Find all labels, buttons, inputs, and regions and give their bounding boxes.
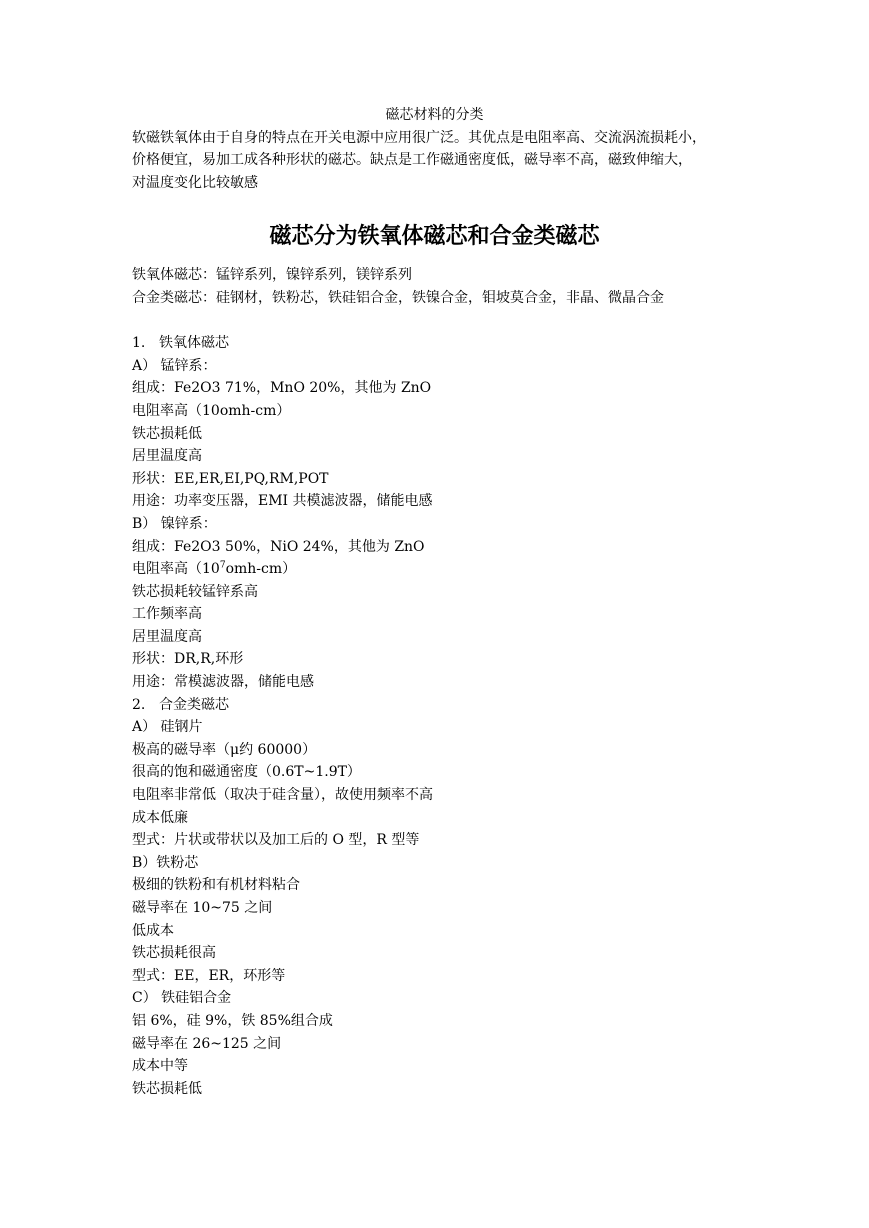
section-2-title: 合金类磁芯 <box>159 696 229 713</box>
silicon-steel-line: 型式：片状或带状以及加工后的 O 型，R 型等 <box>132 832 420 849</box>
nizn-composition: 组成：Fe2O3 50%，NiO 24%，其他为 ZnO <box>132 538 425 555</box>
iron-powder-title: B）铁粉芯 <box>132 854 199 871</box>
nizn-line: 形状：DR,R,环形 <box>132 651 244 668</box>
nizn-line: 居里温度高 <box>132 628 202 645</box>
mnzn-line: 用途：功率变压器，EMI 共模滤波器，储能电感 <box>132 493 433 510</box>
nizn-line: 铁芯损耗较锰锌系高 <box>132 583 258 600</box>
mnzn-line: 形状：EE,ER,EI,PQ,RM,POT <box>132 470 329 487</box>
intro-line-2: 价格便宜，易加工成各种形状的磁芯。缺点是工作磁通密度低，磁导率不高，磁致伸缩大， <box>132 152 692 169</box>
document-body <box>132 104 752 1100</box>
section-1-title: 铁氧体磁芯 <box>159 335 229 352</box>
silicon-steel-line: 很高的饱和磁通密度（0.6T~1.9T） <box>132 764 361 781</box>
sendust-line: 成本中等 <box>132 1058 188 1075</box>
sendust-title: C） 铁硅铝合金 <box>132 990 232 1007</box>
nizn-line: 用途：常模滤波器，储能电感 <box>132 674 314 691</box>
mnzn-line: 电阻率高（10omh-cm） <box>132 402 291 419</box>
nizn-title: B） 镍锌系： <box>132 515 217 532</box>
section-1-heading <box>132 332 752 355</box>
mnzn-line: 组成：Fe2O3 71%，MnO 20%，其他为 ZnO <box>132 380 432 397</box>
section-1-number: 1. <box>132 335 146 352</box>
silicon-steel-line: 极高的磁导率（μ约 60000） <box>132 741 317 758</box>
silicon-steel-line: 电阻率非常低（取决于硅含量），故使用频率不高 <box>132 787 433 804</box>
silicon-steel-line: 成本低廉 <box>132 809 188 826</box>
nizn-line: 工作频率高 <box>132 606 202 623</box>
intro-line-3: 对温度变化比较敏感 <box>132 174 258 191</box>
iron-powder-line: 低成本 <box>132 922 174 939</box>
intro-line-1: 软磁铁氧体由于自身的特点在开关电源中应用很广泛。其优点是电阻率高、交流涡流损耗小， <box>132 129 706 146</box>
section-2-heading <box>132 694 752 717</box>
summary-ferrite: 铁氧体磁芯：锰锌系列，镍锌系列，镁锌系列 <box>132 267 412 284</box>
section-2-number: 2. <box>132 696 146 713</box>
iron-powder-line: 磁导率在 10~75 之间 <box>132 900 273 916</box>
sendust-line: 磁导率在 26~125 之间 <box>132 1035 282 1052</box>
nizn-resistivity-exponent: 7 <box>219 560 226 571</box>
document-title: 磁芯材料的分类 <box>385 107 484 123</box>
nizn-resistivity-prefix: 电阻率高（10 <box>132 561 220 578</box>
mnzn-line: 居里温度高 <box>132 448 202 465</box>
iron-powder-line: 极细的铁粉和有机材料粘合 <box>132 877 300 894</box>
nizn-resistivity <box>132 558 752 581</box>
iron-powder-line: 型式：EE，ER，环形等 <box>132 967 286 984</box>
silicon-steel-title: A） 硅钢片 <box>132 719 203 736</box>
blank-line <box>132 310 752 333</box>
section-heading: 磁芯分为铁氧体磁芯和合金类磁芯 <box>269 224 600 250</box>
sendust-line: 铁芯损耗低 <box>132 1080 202 1097</box>
mnzn-title: A） 锰锌系： <box>132 357 217 374</box>
sendust-line: 铝 6%，硅 9%，铁 85%组合成 <box>132 1012 333 1029</box>
nizn-resistivity-suffix: omh-cm） <box>225 561 297 578</box>
iron-powder-line: 铁芯损耗很高 <box>132 945 216 962</box>
summary-alloy: 合金类磁芯：硅钢材，铁粉芯，铁硅铝合金，铁镍合金，钼坡莫合金，非晶、微晶合金 <box>132 289 664 306</box>
mnzn-line: 铁芯损耗低 <box>132 425 202 442</box>
